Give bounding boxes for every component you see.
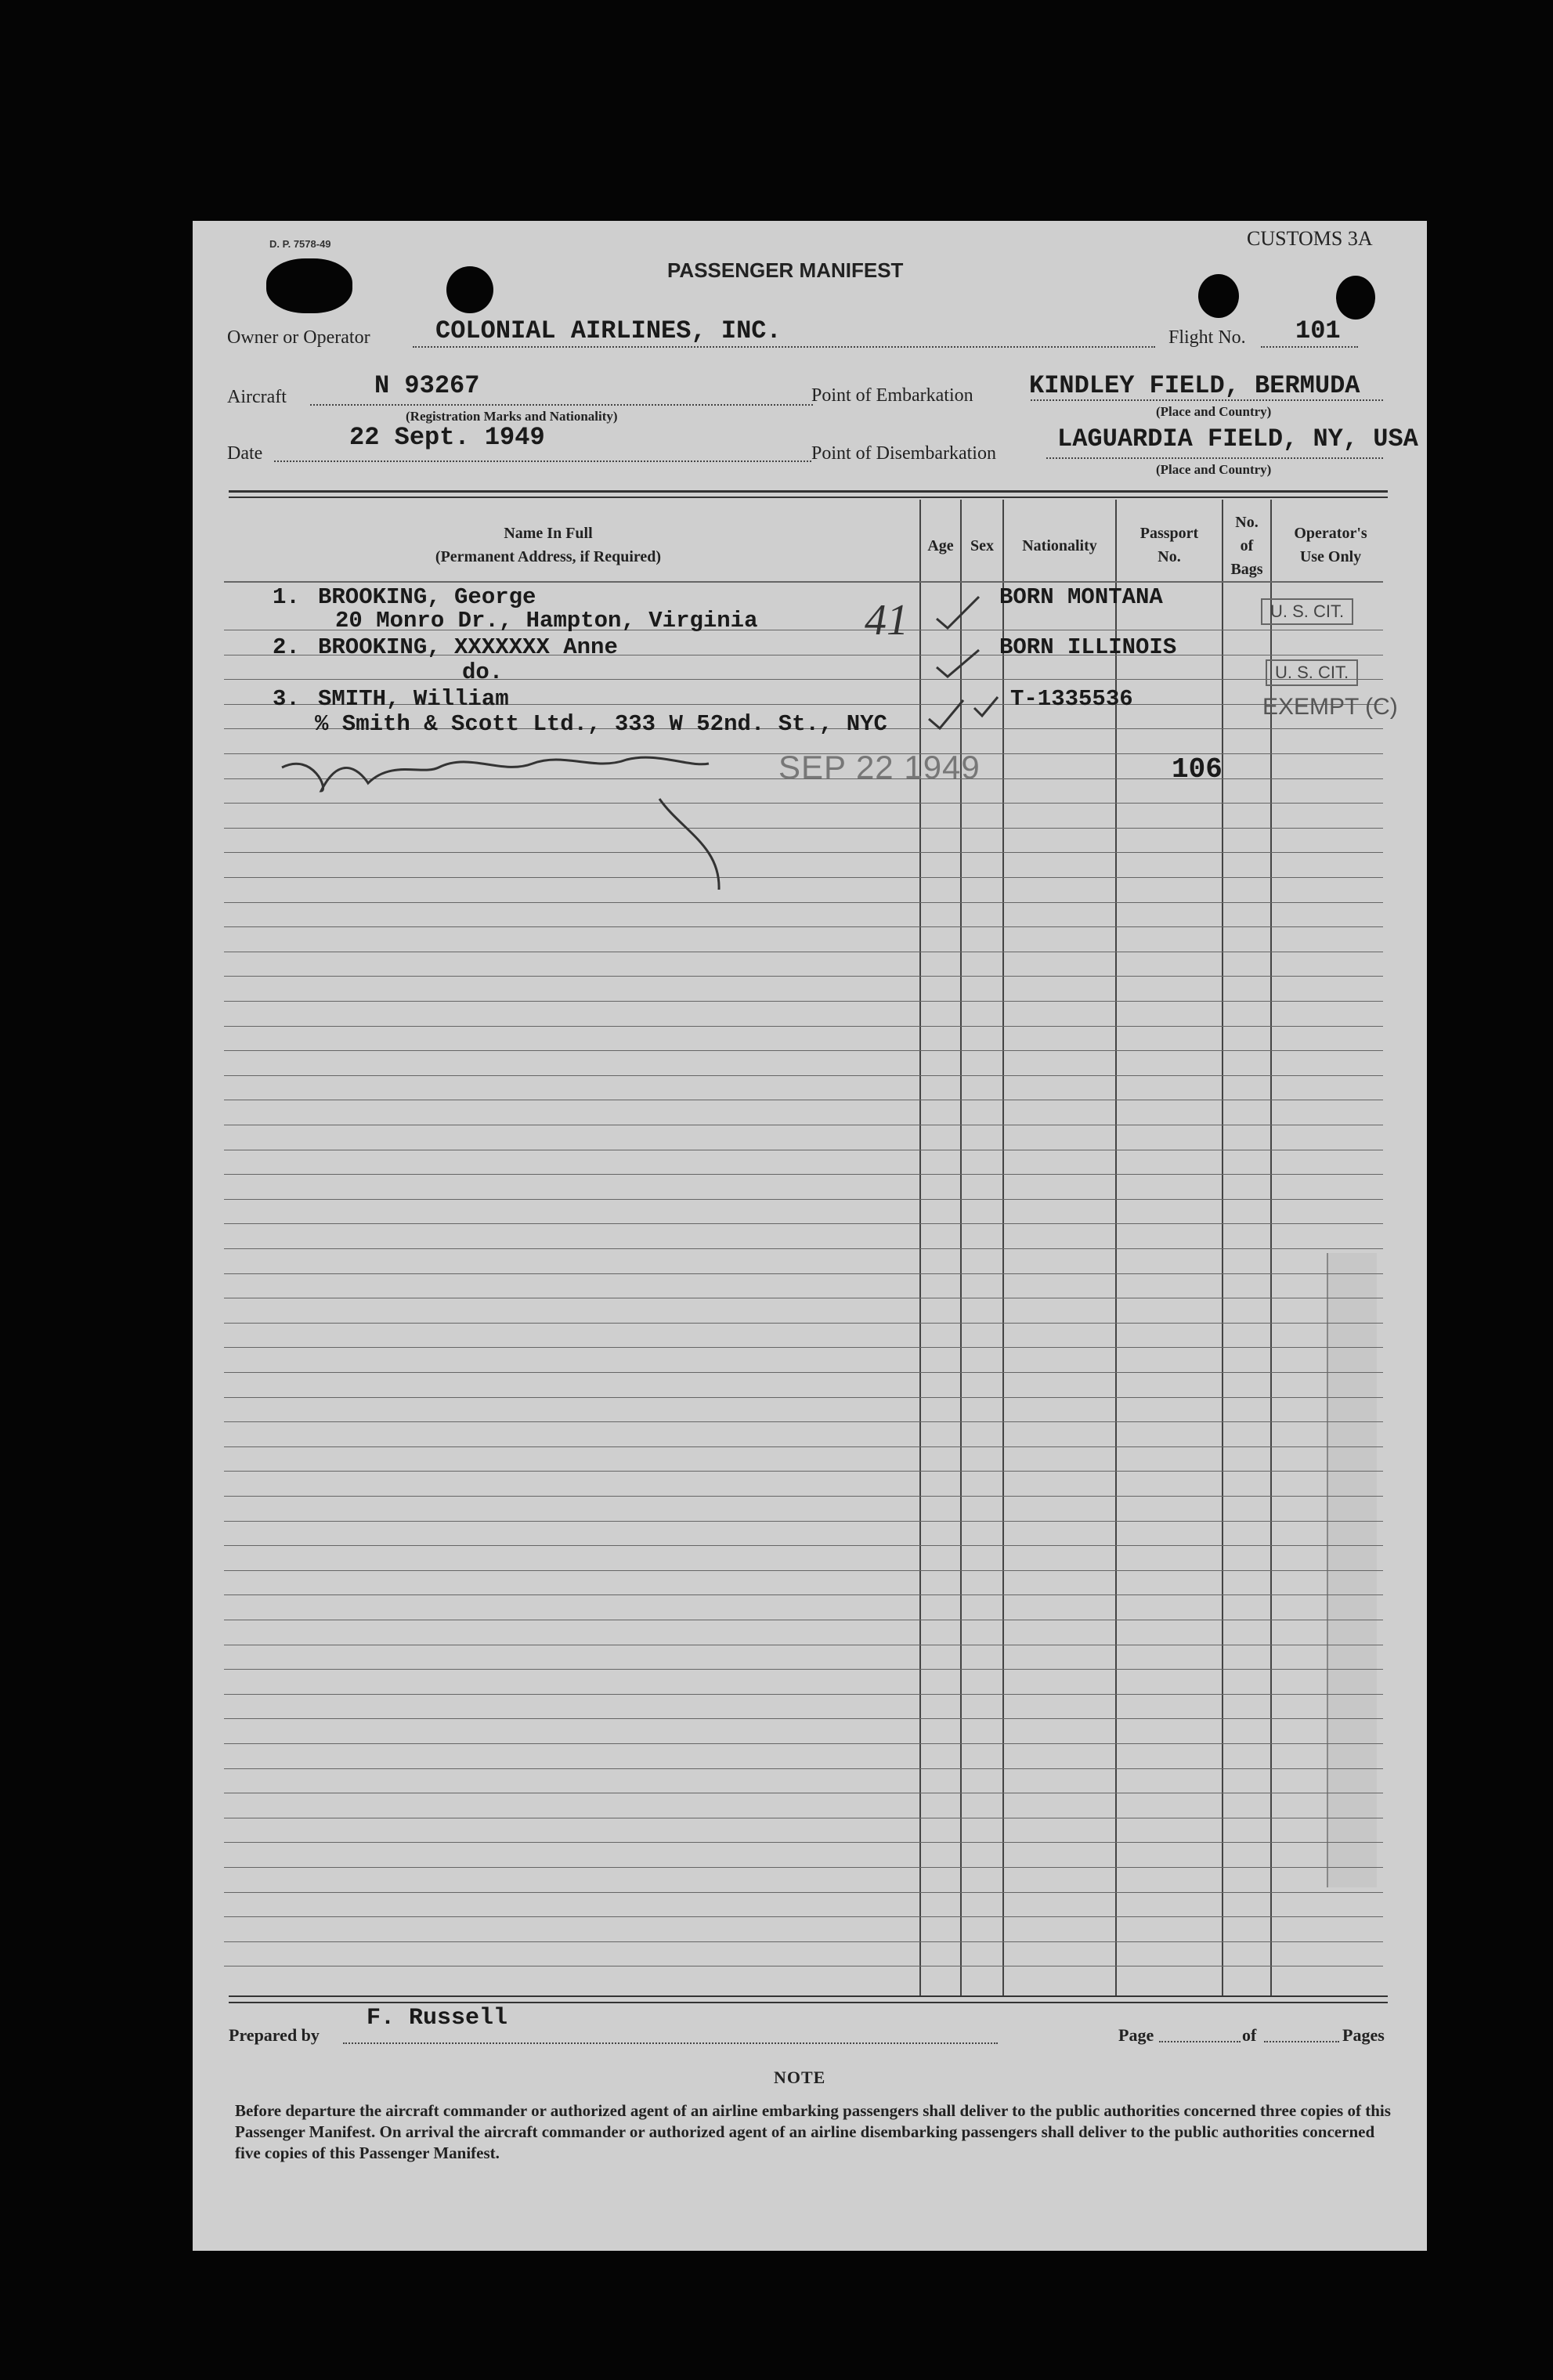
col-header-bags-line3: Bags [1230, 561, 1263, 578]
table-rule-line [224, 803, 1383, 804]
table-top-rule-2 [229, 497, 1388, 498]
table-rule-line [224, 1867, 1383, 1868]
disembark-sublabel: (Place and Country) [1156, 462, 1272, 477]
table-rule-line [224, 1916, 1383, 1917]
table-rule-line [224, 1669, 1383, 1670]
pages-label: Pages [1342, 2025, 1385, 2045]
passenger-2-nationality: BORN ILLINOIS [999, 634, 1177, 660]
passenger-3-name: SMITH, William [318, 686, 509, 712]
col-divider-age [919, 500, 921, 1995]
table-rule-line [224, 1768, 1383, 1769]
col-header-nationality: Nationality [1022, 537, 1097, 554]
footer-rule-1 [229, 1995, 1388, 1997]
date-stamp: SEP 22 1949 [778, 749, 981, 786]
date-label: Date [227, 443, 263, 464]
passenger-3-num: 3. [273, 686, 300, 712]
bags-total: 106 [1172, 753, 1223, 786]
note-heading: NOTE [774, 2068, 826, 2087]
date-underline [274, 460, 811, 462]
page-label: Page [1118, 2025, 1154, 2045]
owner-label: Owner or Operator [227, 327, 370, 348]
table-rule-line [224, 976, 1383, 977]
prepared-label: Prepared by [229, 2025, 320, 2045]
punch-hole-left [266, 258, 352, 313]
disembark-underline [1046, 457, 1383, 459]
table-rule-line [224, 1545, 1383, 1546]
col-header-passport-line2: No. [1158, 548, 1181, 565]
of-label: of [1242, 2025, 1257, 2045]
prepared-underline [343, 2042, 998, 2044]
col-divider-nationality [1002, 500, 1004, 1995]
table-rule-line [224, 1446, 1383, 1447]
col-header-bags-line1: No. [1235, 514, 1259, 531]
passenger-2-stamp: U. S. CIT. [1266, 659, 1358, 686]
disembark-value: LAGUARDIA FIELD, NY, USA [1057, 424, 1418, 453]
table-rule-line [224, 1496, 1383, 1497]
flight-underline [1261, 346, 1358, 348]
punch-hole-right-2 [1336, 276, 1375, 320]
passenger-1-address: 20 Monro Dr., Hampton, Virginia [335, 608, 758, 634]
table-rule-line [224, 679, 1383, 680]
passenger-2-num: 2. [273, 634, 300, 660]
table-rule-line [224, 1421, 1383, 1422]
table-rule-line [224, 1174, 1383, 1175]
col-header-sex: Sex [970, 537, 994, 554]
table-rule-line [224, 1372, 1383, 1373]
table-rule-line [224, 1521, 1383, 1522]
date-value: 22 Sept. 1949 [349, 423, 545, 452]
col-header-bags [1223, 511, 1270, 581]
table-rule-line [224, 1471, 1383, 1472]
table-rule-line [224, 1397, 1383, 1398]
note-text: Before departure the aircraft commander or authorized agent of an airline embarking passengers shall deliver to the public authorities concerned three copies of this Passenger Manifest. On arrival the aircraft commander or authorized agent of an airline disembarking passengers shall deliver to the public authorities concerned five copies of this Passenger Manifest. [235, 2101, 1391, 2162]
col-divider-bags [1222, 500, 1223, 1995]
form-title: PASSENGER MANIFEST [667, 258, 904, 282]
col-header-operator-line1: Operator's [1294, 525, 1367, 542]
aircraft-value: N 93267 [374, 371, 480, 400]
table-rule-line [224, 1743, 1383, 1744]
table-rule-line [224, 1347, 1383, 1348]
passenger-1-name: BROOKING, George [318, 584, 536, 610]
col-divider-passport [1115, 500, 1117, 1995]
flight-value: 101 [1295, 316, 1341, 345]
table-rule-line [224, 902, 1383, 903]
prepared-value: F. Russell [367, 2005, 508, 2031]
handwritten-age: 41 [865, 596, 908, 645]
table-rule-line [224, 877, 1383, 878]
table-rule-line [224, 1570, 1383, 1571]
col-header-operator-line2: Use Only [1299, 548, 1362, 565]
passenger-1-num: 1. [273, 584, 300, 610]
page-underline [1159, 2041, 1241, 2042]
aircraft-sublabel: (Registration Marks and Nationality) [406, 409, 618, 424]
passenger-2-address: do. [462, 659, 504, 685]
table-rule-line [224, 1199, 1383, 1200]
form-code: D. P. 7578-49 [269, 238, 331, 250]
table-rule-line [224, 1248, 1383, 1249]
table-rule-line [224, 1941, 1383, 1942]
embark-value: KINDLEY FIELD, BERMUDA [1029, 371, 1360, 400]
passenger-3-address: % Smith & Scott Ltd., 333 W 52nd. St., NYC [315, 711, 887, 737]
col-header-name [345, 522, 752, 569]
table-rule-line [224, 1323, 1383, 1324]
col-header-operator [1272, 522, 1389, 569]
col-divider-sex [960, 500, 962, 1995]
aircraft-underline [310, 404, 813, 406]
col-header-name-line2: (Permanent Address, if Required) [435, 548, 662, 565]
table-rule-line [224, 581, 1383, 583]
table-rule-line [224, 1001, 1383, 1002]
punch-hole-center [446, 266, 493, 313]
table-rule-line [224, 1694, 1383, 1695]
col-header-name-line1: Name In Full [504, 525, 593, 542]
table-rule-line [224, 1026, 1383, 1027]
table-rule-line [224, 1273, 1383, 1274]
table-rule-line [224, 828, 1383, 829]
footer-rule-2 [229, 2002, 1388, 2003]
table-rule-line [224, 1223, 1383, 1224]
owner-value: COLONIAL AIRLINES, INC. [435, 316, 782, 345]
passenger-3-passport: T-1335536 [1010, 686, 1133, 712]
table-rule-line [224, 1075, 1383, 1076]
embark-sublabel: (Place and Country) [1156, 404, 1272, 419]
passenger-3-stamp: EXEMPT (C) [1262, 694, 1398, 720]
flight-label: Flight No. [1168, 327, 1246, 348]
aircraft-label: Aircraft [227, 387, 287, 407]
table-rule-line [224, 852, 1383, 853]
of-underline [1264, 2041, 1339, 2042]
punch-hole-right-1 [1198, 274, 1239, 318]
col-header-age: Age [927, 537, 954, 554]
table-rule-line [224, 1594, 1383, 1595]
passenger-1-nationality: BORN MONTANA [999, 584, 1163, 610]
customs-code: CUSTOMS 3A [1247, 227, 1373, 250]
table-rule-line [224, 1050, 1383, 1051]
table-rule-line [224, 1892, 1383, 1893]
col-header-passport [1117, 522, 1222, 569]
table-rule-line [224, 926, 1383, 927]
col-header-passport-line1: Passport [1139, 525, 1199, 542]
table-top-rule-1 [229, 490, 1388, 493]
owner-underline [413, 346, 1155, 348]
table-rule-line [224, 1842, 1383, 1843]
embark-label: Point of Embarkation [811, 385, 973, 406]
col-header-bags-line2: of [1240, 537, 1254, 554]
passenger-2-name: BROOKING, XXXXXXX Anne [318, 634, 618, 660]
disembark-label: Point of Disembarkation [811, 443, 996, 464]
col-divider-operator [1270, 500, 1272, 1995]
passenger-1-stamp: U. S. CIT. [1261, 598, 1353, 625]
table-rule-line [224, 1718, 1383, 1719]
